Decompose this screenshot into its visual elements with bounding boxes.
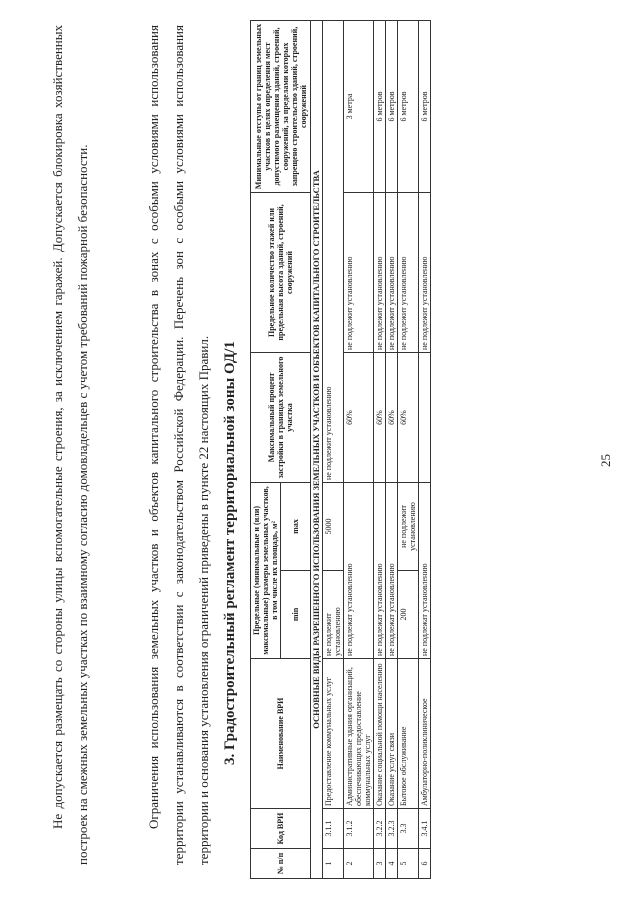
row-floors: не подлежит установлению: [344, 193, 374, 353]
row-min: не подлежат установлению: [419, 483, 431, 659]
row-floors: не подлежит установлению: [386, 193, 398, 353]
header-size: Предельные (минимальные и (или) максимальные) размеры земельных участков, в том числе их площадь, м²: [251, 483, 281, 659]
header-name: Наименование ВРИ: [251, 659, 311, 809]
header-min: min: [281, 571, 311, 659]
row-floors: не подлежит установлению: [398, 193, 419, 353]
row-code: 3.1.2: [344, 809, 374, 849]
row-setback: 6 метров: [398, 21, 419, 193]
row-code: 3.3: [398, 809, 419, 849]
row-num: 2: [344, 849, 374, 879]
row-percent: не подлежит установлению: [323, 21, 344, 483]
regulation-table: [250, 20, 431, 879]
row-min: не подлежит установлению: [323, 571, 344, 659]
page-number: 25: [598, 454, 613, 467]
row-percent: 60%: [386, 353, 398, 483]
row-setback: 3 метра: [344, 21, 374, 193]
table-row: [386, 21, 398, 879]
header-setback: Минимальные отступы от границ земельных участков в целях определения мест допустимого размещения зданий, строений, сооружений, за пределами которых запрещено строительство зданий, строений, сооружений: [251, 21, 311, 193]
row-min: не подлежат установлению: [374, 483, 386, 659]
row-code: 3.1.1: [323, 809, 344, 849]
row-num: 5: [398, 849, 419, 879]
row-name: Административные здания организаций, обеспечивающих предоставление коммунальных услуг: [344, 659, 374, 809]
header-code: Код ВРИ: [251, 809, 311, 849]
row-num: 3: [374, 849, 386, 879]
header-num: № п/п: [251, 849, 311, 879]
row-code: 3.2.3: [386, 809, 398, 849]
row-num: 6: [419, 849, 431, 879]
section-row: ОСНОВНЫЕ ВИДЫ РАЗРЕШЕННОГО ИСПОЛЬЗОВАНИЯ ЗЕМЕЛЬНЫХ УЧАСТКОВ И ОБЪЕКТОВ КАПИТАЛЬНОГО СТРОИТЕЛЬСТВА: [311, 21, 323, 879]
paragraph-1: Не допускается размещать со стороны улицы вспомогательные строения, за исключением гаражей. Допускается блокировка хозяйственных построек на смежных земельных участках по взаимному согласию домовладельцев с учетом требований пожарной безопасности.: [50, 25, 90, 865]
row-code: 3.2.2: [374, 809, 386, 849]
row-name: Предоставление коммунальных услуг: [323, 659, 344, 809]
row-name: Бытовое обслуживание: [398, 659, 419, 809]
section-title: 3. Градостроительный регламент территориальной зоны ОД/1: [222, 341, 238, 765]
row-min: не подлежат установлению: [344, 483, 374, 659]
row-setback: 6 метров: [374, 21, 386, 193]
row-name: Оказание социальной помощи населению: [374, 659, 386, 809]
row-setback: 6 метров: [386, 21, 398, 193]
row-num: 4: [386, 849, 398, 879]
table-row: [419, 21, 431, 879]
row-code: 3.4.1: [419, 809, 431, 849]
table-row: [398, 21, 419, 879]
table-row: [344, 21, 374, 879]
header-max: max: [281, 483, 311, 571]
row-max: не подлежит установлению: [398, 483, 419, 571]
row-percent: 60%: [374, 353, 386, 483]
row-percent: [419, 353, 431, 483]
row-percent: 60%: [344, 353, 374, 483]
row-num: 1: [323, 849, 344, 879]
row-name: Амбулаторно-поликлиническое: [419, 659, 431, 809]
row-min: 200: [398, 571, 419, 659]
header-percent: Максимальный процент застройки в границах земельного участка: [251, 353, 311, 483]
header-floors: Предельное количество этажей или предельная высота зданий, строений, сооружений: [251, 193, 311, 353]
paragraph-2: Ограничения использования земельных участков и объектов капитального строительства в зонах с особыми условиями использования территории устанавливаются в соответствии с законодательством Российской Федерации. Перечень зон с особыми условиями использования территории и основания установления ограничений приведены в пункте 22 настоящих Правил.: [146, 25, 211, 865]
table-row: [323, 21, 344, 879]
row-min: не подлежат установлению: [386, 483, 398, 659]
row-setback: 6 метров: [419, 21, 431, 193]
row-name: Оказание услуг связи: [386, 659, 398, 809]
row-floors: не подлежит установлению: [374, 193, 386, 353]
row-floors: не подлежит установлению: [419, 193, 431, 353]
table-row: [374, 21, 386, 879]
row-max: 5000: [323, 483, 344, 571]
row-percent: 60%: [398, 353, 419, 483]
